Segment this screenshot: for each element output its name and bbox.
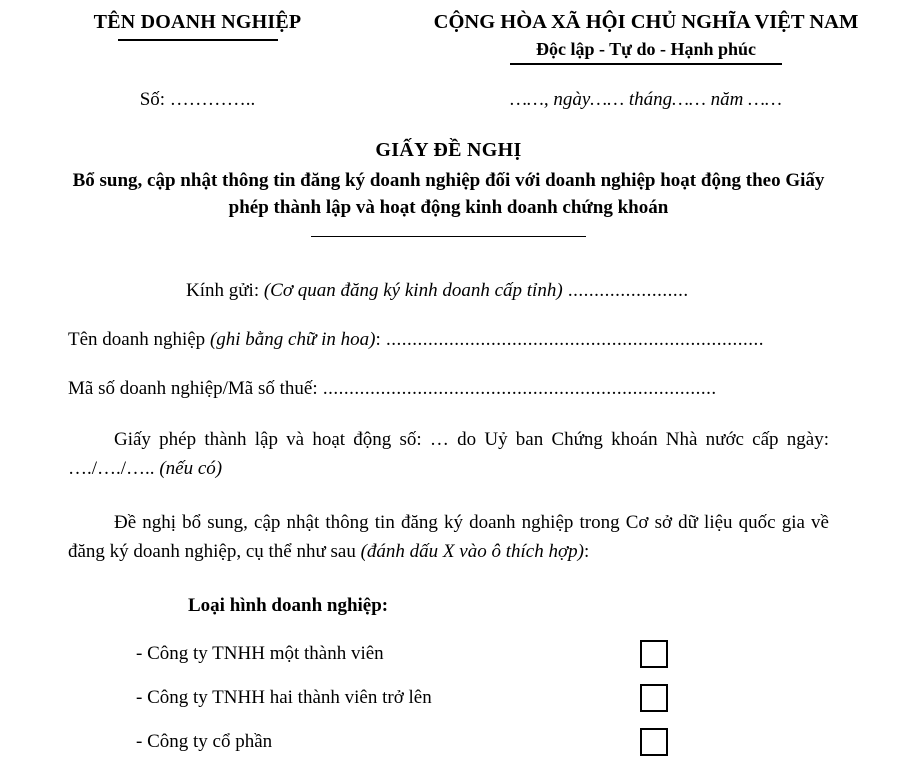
enterprise-code-label: Mã số doanh nghiệp/Mã số thuế: <box>68 377 318 399</box>
enterprise-code-input[interactable]: ........................................................................... <box>317 377 717 399</box>
checkbox-single-member-llc[interactable] <box>640 640 668 668</box>
license-paragraph-text: Giấy phép thành lập và hoạt động số: … do Uỷ ban Chứng khoán Nhà nước cấp ngày: …./…./….. <box>68 429 829 480</box>
title-divider <box>311 236 586 238</box>
title-block <box>0 137 897 238</box>
enterprise-type-heading: Loại hình doanh nghiệp: <box>188 594 389 616</box>
header-right-block <box>395 10 897 65</box>
checkbox-multi-member-llc[interactable] <box>640 684 668 712</box>
enterprise-name-input[interactable]: ........................................................................ <box>380 329 764 351</box>
license-paragraph-note: (nếu có) <box>159 458 223 480</box>
national-motto-underline <box>510 63 782 65</box>
enterprise-name-label: Tên doanh nghiệp <box>68 329 206 351</box>
enterprise-name-line <box>68 328 829 353</box>
enterprise-type-label-single-member-llc: - Công ty TNHH một thành viên <box>136 642 384 664</box>
recipient-line <box>68 279 829 304</box>
document-number-field[interactable]: Số: ………….. <box>139 88 256 110</box>
checkbox-joint-stock[interactable] <box>640 728 668 756</box>
national-motto: Độc lập - Tự do - Hạnh phúc <box>535 38 757 59</box>
list-item[interactable] <box>68 723 829 761</box>
recipient-label: Kính gửi: <box>186 280 260 302</box>
list-item[interactable] <box>68 679 829 717</box>
enterprise-type-label-joint-stock: - Công ty cổ phần <box>136 730 273 752</box>
enterprise-type-list <box>68 635 829 761</box>
enterprise-name-colon: : <box>375 329 381 351</box>
page-title: GIẤY ĐỀ NGHỊ <box>375 138 522 161</box>
document-date-field[interactable]: ……, ngày…… tháng…… năm …… <box>510 88 782 110</box>
recipient-hint: (Cơ quan đăng ký kinh doanh cấp tỉnh) <box>263 280 563 302</box>
document-body <box>0 279 897 761</box>
request-paragraph-note: (đánh dấu X vào ô thích hợp) <box>360 541 584 563</box>
enterprise-code-line <box>68 377 829 402</box>
request-paragraph <box>68 509 829 567</box>
document-header <box>0 0 897 65</box>
license-paragraph <box>68 426 829 484</box>
enterprise-name-underline <box>118 39 278 41</box>
header-left-block <box>0 10 395 65</box>
recipient-input[interactable]: ....................... <box>562 280 689 302</box>
national-title: CỘNG HÒA XÃ HỘI CHỦ NGHĨA VIỆT NAM <box>433 11 859 33</box>
document-meta-row <box>0 89 897 111</box>
page-subtitle: Bổ sung, cập nhật thông tin đăng ký doanh nghiệp đối với doanh nghiệp hoạt động theo Giấy phép thành lập và hoạt động kinh doanh chứng khoán <box>72 169 825 218</box>
enterprise-type-label-multi-member-llc: - Công ty TNHH hai thành viên trở lên <box>136 686 432 708</box>
enterprise-name-heading: TÊN DOANH NGHIỆP <box>93 11 302 33</box>
enterprise-name-hint: (ghi bằng chữ in hoa) <box>209 329 376 351</box>
request-paragraph-text: Đề nghị bổ sung, cập nhật thông tin đăng ký doanh nghiệp trong Cơ sở dữ liệu quốc gia về đăng ký doanh nghiệp, cụ thể như sau <box>68 512 829 563</box>
request-paragraph-colon: : <box>583 541 590 563</box>
list-item[interactable] <box>68 635 829 673</box>
